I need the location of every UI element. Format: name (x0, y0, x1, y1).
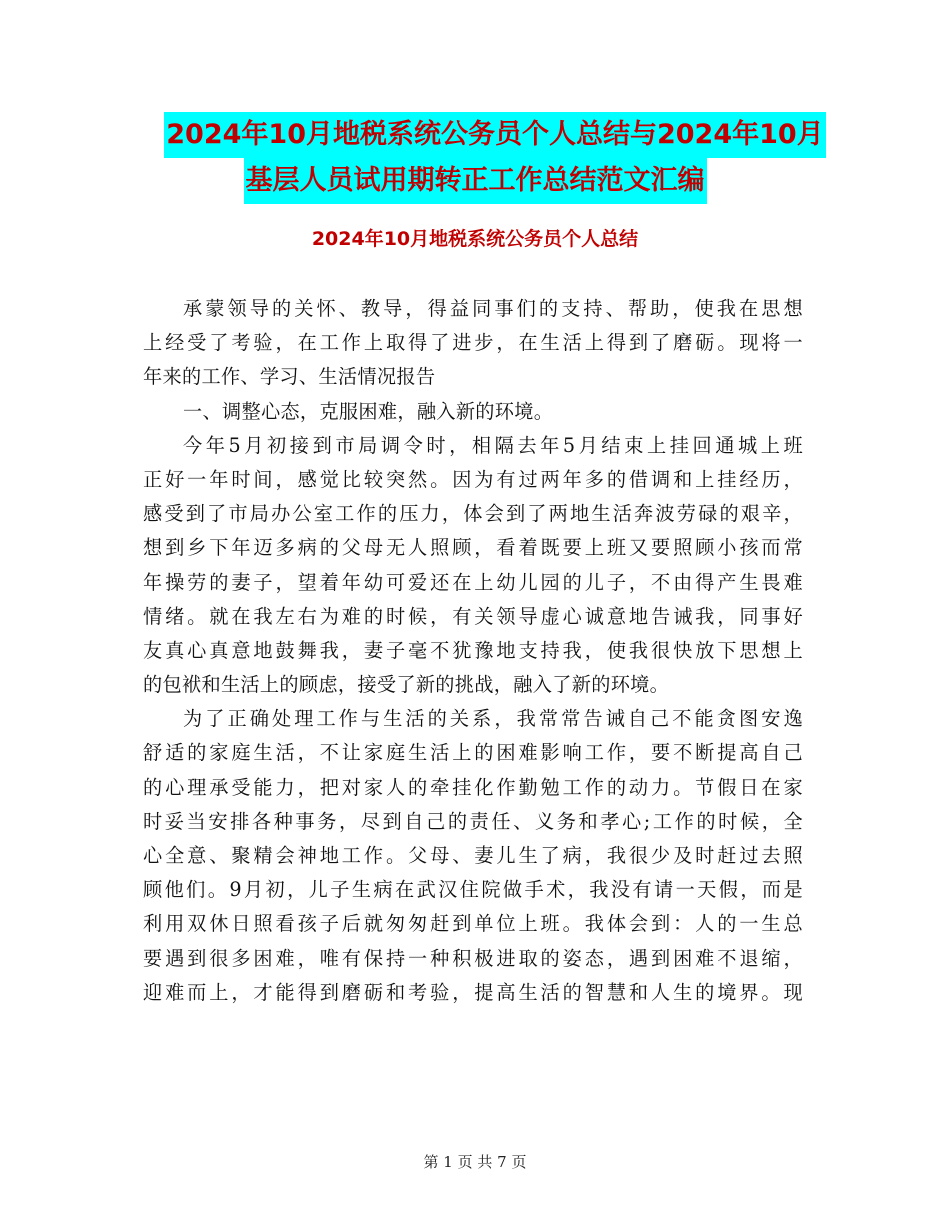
text-line: 时妥当安排各种事务，尽到自己的责任、义务和孝心;工作的时候，全 (143, 809, 803, 833)
body-text (143, 292, 803, 1010)
text-line: 承蒙领导的关怀、教导，得益同事们的支持、帮助，使我在思想 (183, 297, 803, 320)
document-title (0, 112, 950, 204)
section-title: 2024年10月地税系统公务员个人总结 (311, 228, 639, 250)
text-line: 顾他们。9月初，儿子生病在武汉住院做手术，我没有请一天假，而是 (143, 878, 803, 902)
text-line: 年操劳的妻子，望着年幼可爱还在上幼儿园的儿子，不由得产生畏难 (143, 570, 803, 594)
text-line: 舒适的家庭生活，不让家庭生活上的困难影响工作，要不断提高自己 (143, 741, 803, 765)
text-line: 的心理承受能力，把对家人的牵挂化作勤勉工作的动力。节假日在家 (143, 775, 803, 799)
text-line: 利用双休日照看孩子后就匆匆赶到单位上班。我体会到：人的一生总 (143, 912, 803, 936)
text-line: 友真心真意地鼓舞我，妻子毫不犹豫地支持我，使我很快放下思想上 (143, 638, 803, 662)
text-line: 正好一年时间，感觉比较突然。因为有过两年多的借调和上挂经历， (143, 467, 803, 491)
text-line: 一、调整心态，克服困难，融入新的环境。 (183, 399, 554, 423)
document-title-line-2: 基层人员试用期转正工作总结范文汇编 (244, 158, 707, 204)
text-line: 感受到了市局办公室工作的压力，体会到了两地生活奔波劳碌的艰辛， (143, 502, 803, 526)
document-title-line-1: 2024年10月地税系统公务员个人总结与2024年10月 (164, 112, 825, 158)
text-line: 想到乡下年迈多病的父母无人照顾，看着既要上班又要照顾小孩而常 (143, 536, 803, 560)
text-line: 的包袱和生活上的顾虑，接受了新的挑战，融入了新的环境。 (143, 673, 670, 697)
text-line: 迎难而上，才能得到磨砺和考验，提高生活的智慧和人生的境界。现 (143, 980, 803, 1004)
text-line: 心全意、聚精会神地工作。父母、妻儿生了病，我很少及时赶过去照 (143, 844, 803, 867)
page-footer: 第 1 页 共 7 页 (423, 1153, 527, 1171)
text-line: 为了正确处理工作与生活的关系，我常常告诫自己不能贪图安逸 (183, 707, 803, 731)
text-line: 今年5月初接到市局调令时，相隔去年5月结束上挂回通城上班 (183, 433, 803, 457)
text-line: 上经受了考验，在工作上取得了进步，在生活上得到了磨砺。现将一 (143, 331, 803, 355)
text-line: 年来的工作、学习、生活情况报告 (143, 365, 436, 389)
text-line: 情绪。就在我左右为难的时候，有关领导虚心诚意地告诫我，同事好 (143, 604, 803, 628)
text-line: 要遇到很多困难，唯有保持一种积极进取的姿态，遇到困难不退缩， (143, 946, 803, 970)
